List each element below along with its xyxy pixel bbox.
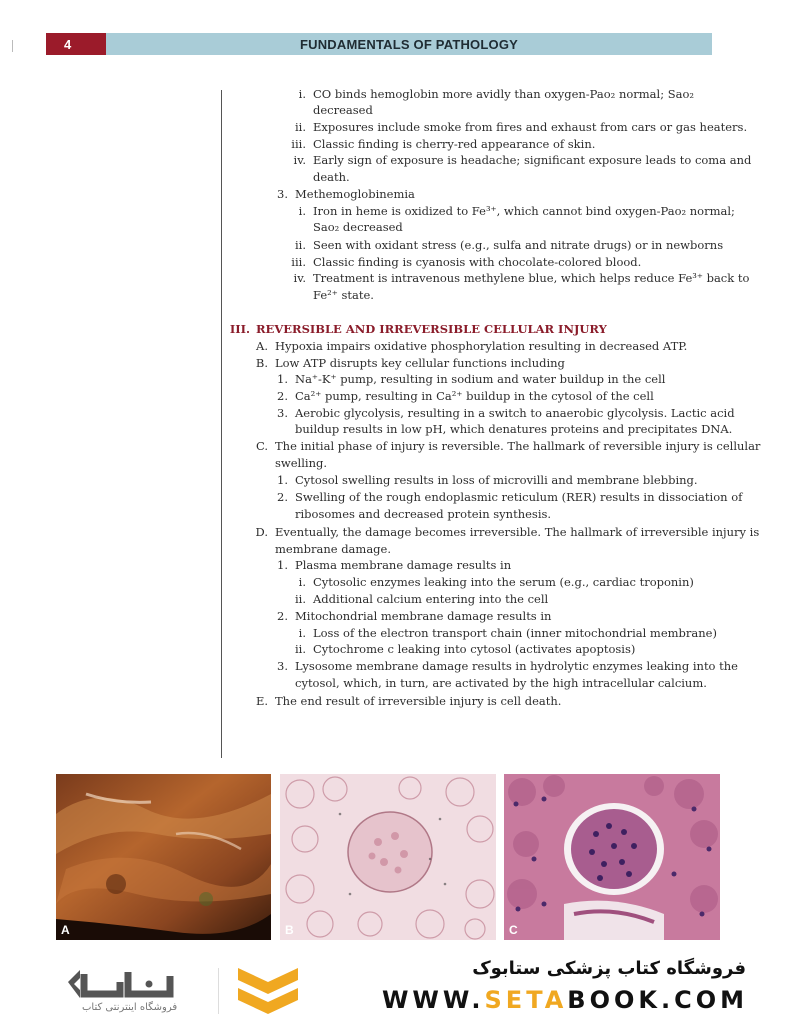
logo-subtitle: فروشگاه اینترنتی کتاب [82, 1002, 178, 1013]
figure-label: B [285, 923, 294, 937]
figure-label: A [61, 923, 70, 937]
histology-pink-icon [504, 774, 720, 940]
figure-c-histology [504, 774, 720, 940]
gross-specimen-icon [56, 774, 271, 940]
shop-name: فروشگاه کتاب پزشکی ستابوک [472, 958, 746, 979]
histology-pale-icon [280, 774, 496, 940]
figure-b-histology [280, 774, 496, 940]
setabook-wordmark-icon [60, 954, 180, 1024]
crop-mark [12, 40, 13, 52]
margin-rule [221, 90, 222, 758]
shop-url[interactable]: WWW.SETABOOK.COM [381, 986, 748, 1014]
figure-label: C [509, 923, 518, 937]
footer-divider [218, 968, 219, 1014]
figure-panels [56, 774, 720, 940]
figure-a-gross-photo [56, 774, 271, 940]
page-header [46, 33, 712, 55]
chevron-logo-icon [232, 958, 304, 1018]
running-title: FUNDAMENTALS OF PATHOLOGY [106, 33, 712, 55]
page-number: 4 [46, 33, 106, 55]
